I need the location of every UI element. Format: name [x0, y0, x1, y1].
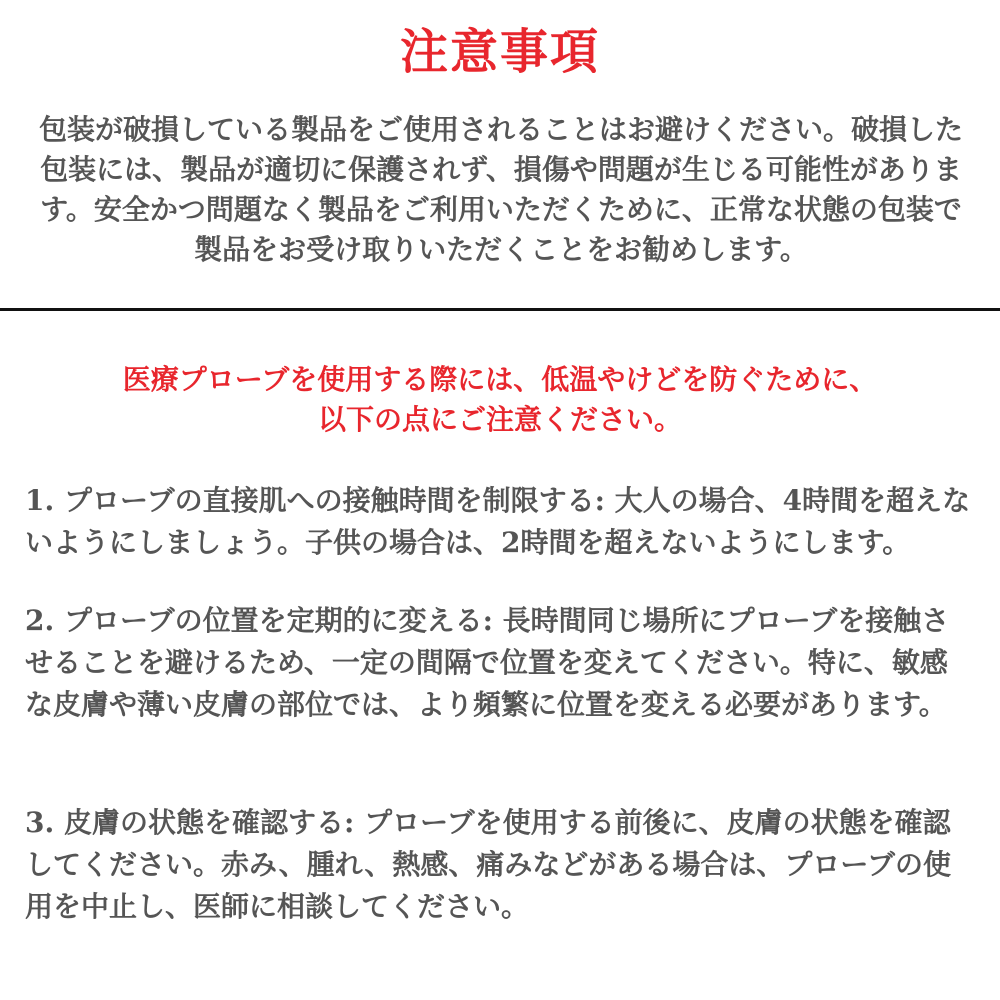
burn-warning-line-2: 以下の点にご注意ください。 — [317, 403, 682, 436]
precaution-item-3: 3. 皮膚の状態を確認する: プローブを使用する前後に、皮膚の状態を確認してください。赤み、腫れ、熱感、痛みなどがある場合は、プローブの使用を中止し、医師に相談してください。 — [25, 806, 951, 923]
burn-warning — [0, 360, 1000, 440]
packaging-notice: 包装が破損している製品をご使用されることはお避けください。破損した包装には、製品が適切に保護されず、損傷や問題が生じる可能性があります。安全かつ問題なく製品をご利用いただくために、正常な状態の包装で製品をお受け取りいただくことをお勧めします。 — [38, 113, 963, 266]
page-title: 注意事項 — [399, 24, 600, 80]
burn-warning-line-1: 医療プローブを使用する際には、低温やけどを防ぐために、 — [122, 363, 878, 396]
precaution-item-1: 1. プローブの直接肌への接触時間を制限する: 大人の場合、4時間を超えないようにしましょう。子供の場合は、2時間を超えないようにします。 — [25, 484, 971, 559]
precaution-item-2: 2. プローブの位置を定期的に変える: 長時間同じ場所にプローブを接触させることを避けるため、一定の間隔で位置を変えてください。特に、敏感な皮膚や薄い皮膚の部位では、より頻繁に位置を変える必要があります。 — [25, 604, 950, 721]
section-divider — [0, 308, 1000, 311]
